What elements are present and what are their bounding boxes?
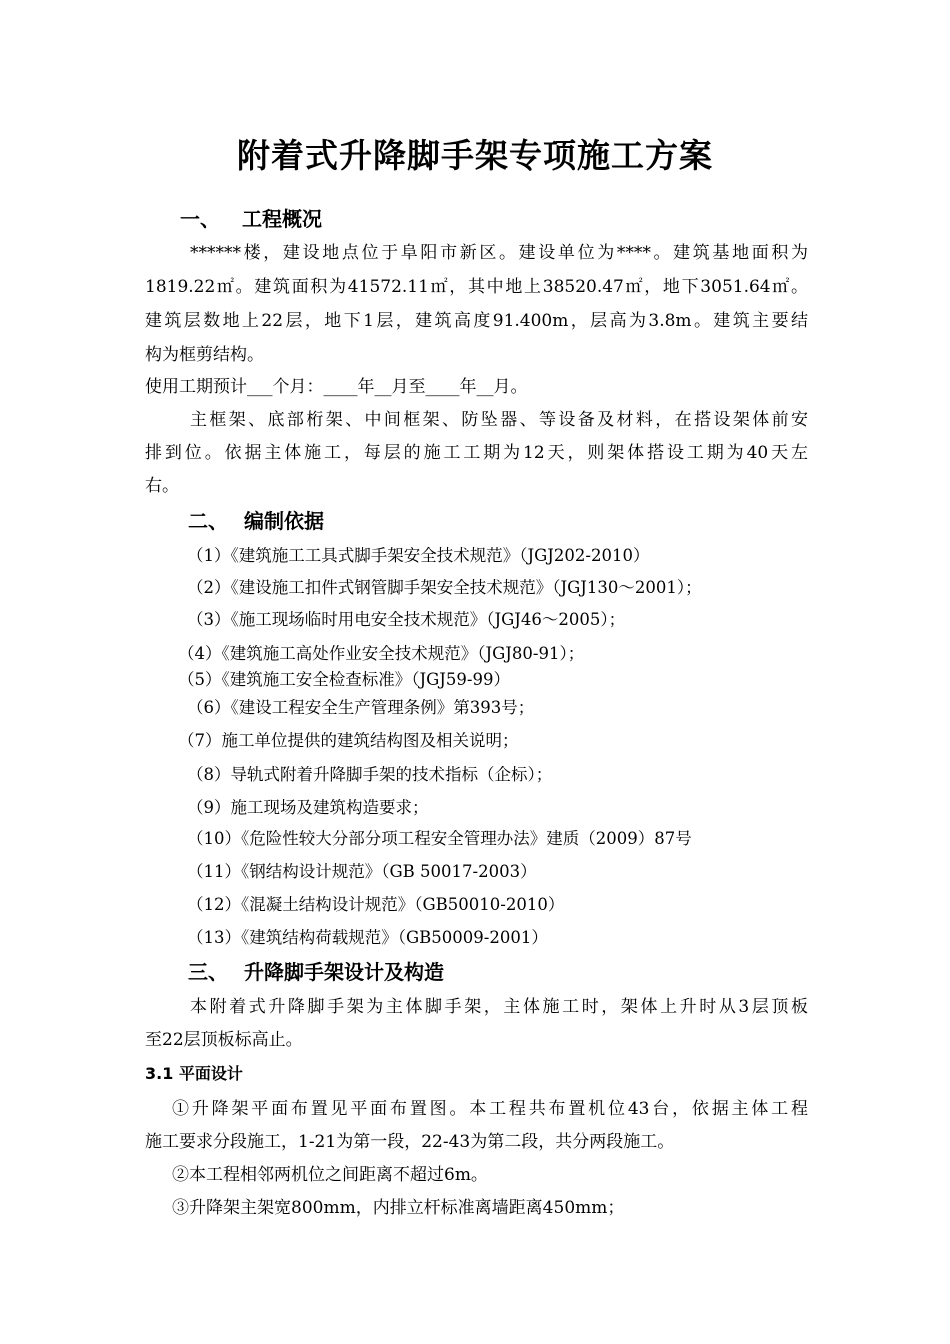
paragraph-line: ②本工程相邻两机位之间距离不超过6m。 [172, 1165, 488, 1185]
section-title: 工程概况 [242, 207, 322, 231]
reference-item: （13）《建筑结构荷载规范》（GB50009-2001） [187, 928, 548, 947]
section-number: 三、 [188, 960, 228, 984]
paragraph-line: 建筑层数地上22层，地下1层，建筑高度91.400m，层高为3.8m。建筑主要结 [145, 311, 808, 331]
paragraph-line: 1819.22㎡。建筑面积为41572.11㎡，其中地上38520.47㎡，地下3051.64㎡。 [145, 277, 808, 297]
section-heading-overview [180, 203, 322, 232]
paragraph-line: 主框架、底部桁架、中间框架、防坠器、等设备及材料，在搭设架体前安 [190, 410, 808, 430]
reference-item: （3）《施工现场临时用电安全技术规范》（JGJ46～2005）； [187, 610, 626, 629]
section-heading-design [188, 956, 444, 985]
document-title: 附着式升降脚手架专项施工方案 [237, 136, 713, 175]
reference-item: （7）施工单位提供的建筑结构图及相关说明； [178, 731, 519, 750]
paragraph-line: 排到位。依据主体施工，每层的施工工期为12天，则架体搭设工期为40天左 [145, 443, 808, 463]
section-number: 二、 [188, 509, 228, 533]
paragraph-line: ******楼，建设地点位于阜阳市新区。建设单位为****。建筑基地面积为 [190, 243, 808, 263]
reference-item: （12）《混凝土结构设计规范》（GB50010-2010） [187, 895, 565, 914]
reference-item: （8）导轨式附着升降脚手架的技术指标（企标）； [187, 765, 553, 784]
period-line: 使用工期预计___个月：____年__月至____年__月。 [145, 377, 528, 397]
section-number: 一、 [180, 207, 220, 231]
reference-item: （11）《钢结构设计规范》（GB 50017-2003） [187, 862, 537, 881]
paragraph-line: ③升降架主架宽800mm，内排立杆标准离墙距离450mm； [172, 1198, 625, 1218]
reference-item: （5）《建筑施工安全检查标准》（JGJ59-99） [178, 670, 510, 689]
paragraph-line: ①升降架平面布置见平面布置图。本工程共布置机位43台，依据主体工程 [172, 1099, 808, 1119]
reference-item: （10）《危险性较大分部分项工程安全管理办法》建质（2009）87号 [187, 829, 692, 848]
reference-item: （1）《建筑施工工具式脚手架安全技术规范》（JGJ202-2010） [187, 546, 650, 565]
reference-item: （4）《建筑施工高处作业安全技术规范》（JGJ80-91）； [178, 644, 585, 663]
reference-item: （9）施工现场及建筑构造要求； [187, 798, 429, 817]
section-heading-basis [188, 505, 324, 534]
paragraph-line: 至22层顶板标高止。 [145, 1030, 303, 1050]
paragraph-line: 右。 [145, 476, 179, 496]
section-title: 编制依据 [244, 509, 324, 533]
paragraph-line: 本附着式升降脚手架为主体脚手架，主体施工时，架体上升时从3层顶板 [190, 997, 808, 1017]
reference-item: （2）《建设施工扣件式钢管脚手架安全技术规范》（JGJ130～2001）； [187, 578, 702, 597]
subsection-heading: 3.1 平面设计 [145, 1064, 243, 1083]
paragraph-line: 施工要求分段施工，1-21为第一段，22-43为第二段，共分两段施工。 [145, 1132, 675, 1152]
section-title: 升降脚手架设计及构造 [244, 960, 444, 984]
paragraph-line: 构为框剪结构。 [145, 345, 264, 365]
reference-item: （6）《建设工程安全生产管理条例》第393号； [187, 698, 535, 717]
